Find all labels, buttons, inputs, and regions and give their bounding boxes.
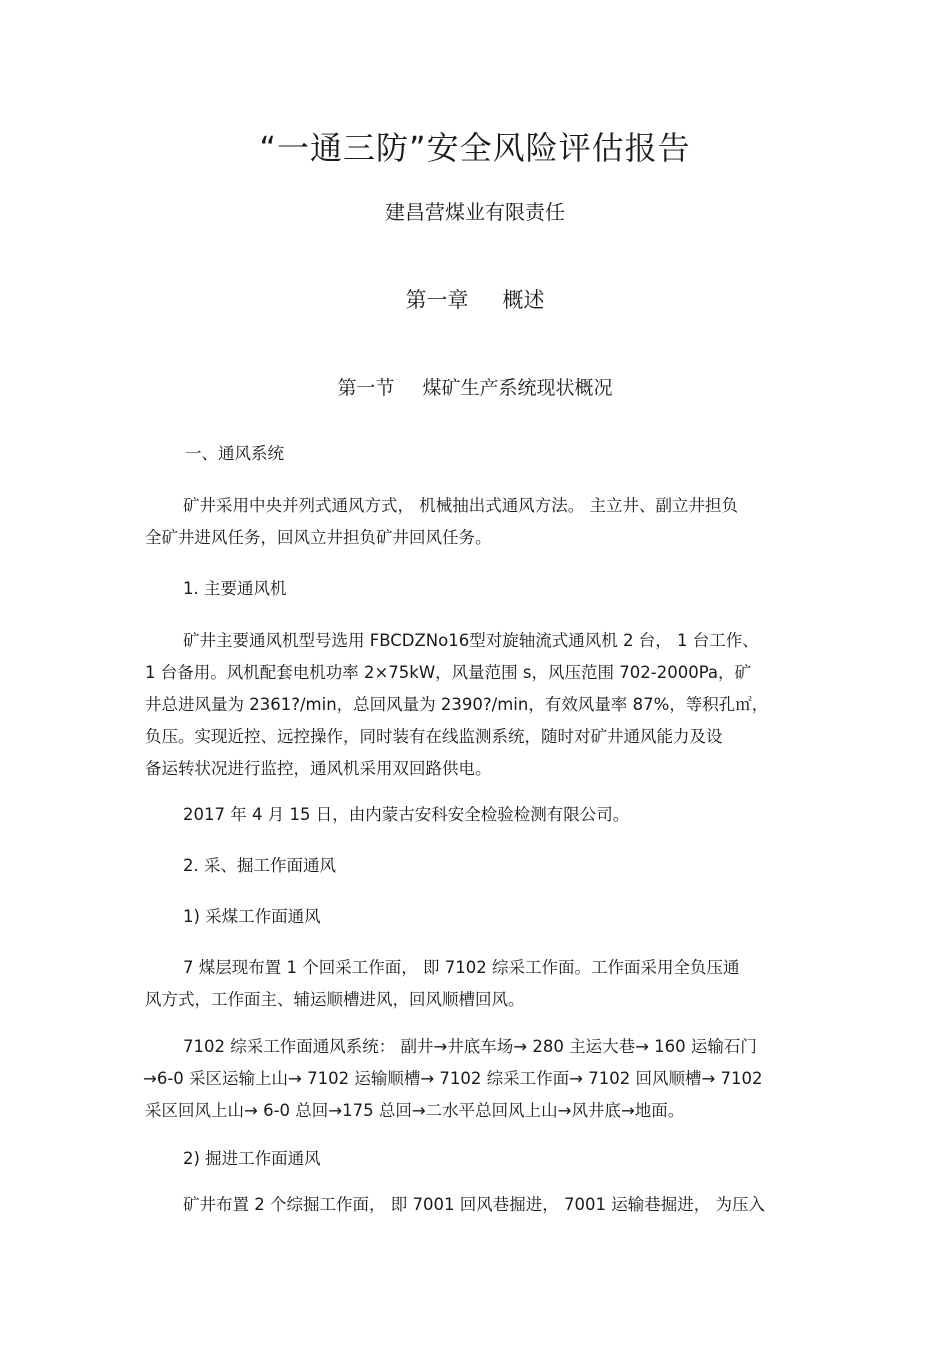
paragraph-line: 7102 综采工作面通风系统： 副井→井底车场→ 280 主运大巷→ 160 运输石门 [183, 1037, 757, 1056]
report-title: “一通三防”安全风险评估报告 [259, 129, 691, 167]
paragraph-date: 2017 年 4 月 15 日，由内蒙古安科安全检验检测有限公司。 [183, 805, 630, 824]
heading-main-fan: 1. 主要通风机 [183, 579, 287, 598]
chapter-number: 第一章 [405, 288, 469, 312]
heading-ventilation-system: 一、通风系统 [185, 444, 284, 463]
paragraph-line: 1 台备用。风机配套电机功率 2×75kW，风量范围 s，风压范围 702-2000Pa，矿 [145, 663, 752, 682]
paragraph-line: 矿井采用中央并列式通风方式， 机械抽出式通风方法。 主立井、副立井担负 [183, 496, 738, 515]
company-name: 建昌营煤业有限责任 [385, 200, 565, 224]
paragraph-line: 井总进风量为 2361?/min，总回风量为 2390?/min，有效风量率 87%，等积孔㎡， [145, 695, 769, 714]
paragraph-line: 负压。实现近控、远控操作，同时装有在线监测系统，随时对矿井通风能力及设 [145, 727, 723, 746]
section-number: 第一节 [337, 377, 395, 399]
heading-heading-face: 2) 掘进工作面通风 [183, 1149, 321, 1168]
paragraph-line: 风方式，工作面主、辅运顺槽进风，回风顺槽回风。 [145, 990, 525, 1009]
paragraph-line: 全矿井进风任务，回风立井担负矿井回风任务。 [145, 528, 492, 547]
paragraph-line: 采区回风上山→ 6-0 总回→175 总回→二水平总回风上山→风井底→地面。 [145, 1101, 685, 1120]
heading-mining-face: 1) 采煤工作面通风 [183, 907, 321, 926]
chapter-name: 概述 [502, 288, 545, 312]
heading-workface-ventilation: 2. 采、掘工作面通风 [183, 856, 336, 875]
paragraph-line: 矿井布置 2 个综掘工作面， 即 7001 回风巷掘进， 7001 运输巷掘进， 为压入 [183, 1195, 765, 1214]
section-name: 煤矿生产系统现状概况 [422, 377, 613, 399]
chapter-heading [0, 284, 950, 314]
paragraph-line: →6-0 采区运输上山→ 7102 运输顺槽→ 7102 综采工作面→ 7102 回风顺槽→ 7102 [143, 1069, 763, 1088]
section-heading [0, 373, 950, 400]
paragraph-line: 备运转状况进行监控，通风机采用双回路供电。 [145, 759, 492, 778]
paragraph-line: 7 煤层现布置 1 个回采工作面， 即 7102 综采工作面。工作面采用全负压通 [183, 958, 740, 977]
paragraph-line: 矿井主要通风机型号选用 FBCDZNo16型对旋轴流式通风机 2 台， 1 台工作、 [183, 631, 759, 650]
